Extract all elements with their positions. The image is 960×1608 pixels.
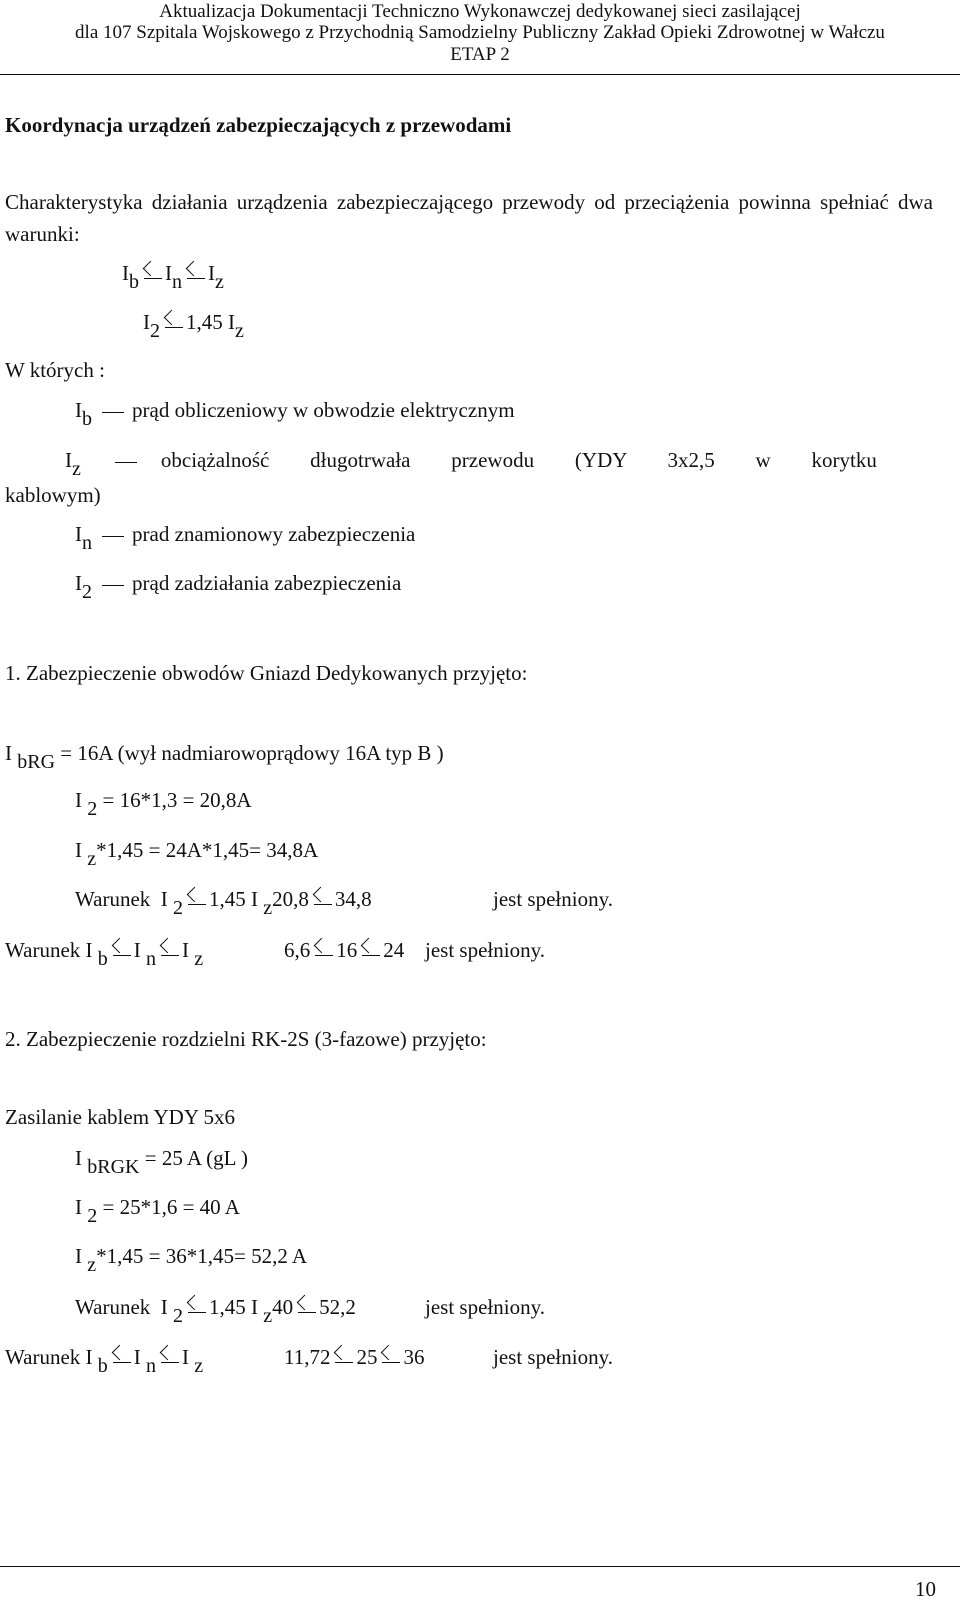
page-number: 10 — [915, 1577, 936, 1601]
leq-icon — [296, 1296, 316, 1316]
definition-ib: Ib prąd obliczeniowy w obwodzie elektrycznym — [75, 398, 515, 430]
dash — [102, 536, 124, 537]
section2-i2: I 2 = 25*1,6 = 40 A — [75, 1195, 240, 1227]
leq-icon — [186, 888, 206, 908]
definition-iz-continued: kablowym) — [5, 483, 101, 507]
footer-rule — [0, 1566, 960, 1567]
leq-icon — [185, 262, 205, 282]
section1-condition-1-result: jest spełniony. — [493, 887, 613, 911]
section2-condition-2-values: 11,72 25 36 — [284, 1345, 425, 1369]
intro-paragraph: Charakterystyka działania urządzenia zabezpieczającego przewody od przeciążenia powinna spełniać dwa warunki: — [5, 190, 933, 246]
dash — [115, 462, 137, 463]
section1-i2: I 2 = 16*1,3 = 20,8A — [75, 788, 252, 820]
leq-icon — [142, 262, 162, 282]
section1-title: 1. Zabezpieczenie obwodów Gniazd Dedykowanych przyjęto: — [5, 661, 528, 685]
leq-icon — [186, 1296, 206, 1316]
header-line-3: ETAP 2 — [450, 44, 510, 65]
definition-iz: Iz obciążalność długotrwała przewodu (YDY 3x2,5 w korytku — [65, 448, 877, 480]
section1-ibrg: I bRG = 16A (wył nadmiarowoprądowy 16A typ B ) — [5, 741, 444, 773]
dash — [102, 412, 124, 413]
leq-icon — [111, 1346, 131, 1366]
section1-condition-2-values: 6,6 16 24 — [284, 938, 405, 962]
header-rule — [0, 74, 960, 75]
section2-iz: I z*1,45 = 36*1,45= 52,2 A — [75, 1244, 308, 1276]
leq-icon — [333, 1346, 353, 1366]
condition-1: Ib In Iz — [122, 261, 224, 293]
section1-iz: I z*1,45 = 24A*1,45= 34,8A — [75, 838, 319, 870]
condition-2: I2 1,45 Iz — [143, 310, 244, 342]
section2-condition-1: Warunek I 2 1,45 I z40 52,2 — [75, 1295, 356, 1327]
dash — [102, 585, 124, 586]
leq-icon — [163, 311, 183, 331]
section2-condition-1-result: jest spełniony. — [425, 1295, 545, 1319]
section1-condition-2: Warunek I b I n I z — [5, 938, 204, 970]
leq-icon — [159, 1346, 179, 1366]
section2-title: 2. Zabezpieczenie rozdzielni RK-2S (3-fazowe) przyjęto: — [5, 1027, 487, 1051]
leq-icon — [380, 1346, 400, 1366]
section-title: Koordynacja urządzeń zabezpieczających z przewodami — [5, 113, 512, 137]
leq-icon — [159, 939, 179, 959]
leq-icon — [312, 888, 332, 908]
section1-condition-1: Warunek I 2 1,45 I z20,8 34,8 — [75, 887, 372, 919]
section2-condition-2-result: jest spełniony. — [493, 1345, 613, 1369]
leq-icon — [313, 939, 333, 959]
section2-supply: Zasilanie kablem YDY 5x6 — [5, 1105, 235, 1129]
definition-in: In prad znamionowy zabezpieczenia — [75, 522, 416, 554]
definition-i2: I2 prąd zadziałania zabezpieczenia — [75, 571, 402, 603]
section1-condition-2-result: jest spełniony. — [425, 938, 545, 962]
leq-icon — [360, 939, 380, 959]
where-label: W których : — [5, 358, 105, 382]
leq-icon — [111, 939, 131, 959]
header-line-1: Aktualizacja Dokumentacji Techniczno Wykonawczej dedykowanej sieci zasilającej — [159, 1, 801, 22]
header-line-2: dla 107 Szpitala Wojskowego z Przychodnią Samodzielny Publiczny Zakład Opieki Zdrowotnej w Wałczu — [75, 22, 885, 43]
section2-ibrgk: I bRGK = 25 A (gL ) — [75, 1146, 248, 1178]
section2-condition-2: Warunek I b I n I z — [5, 1345, 204, 1377]
